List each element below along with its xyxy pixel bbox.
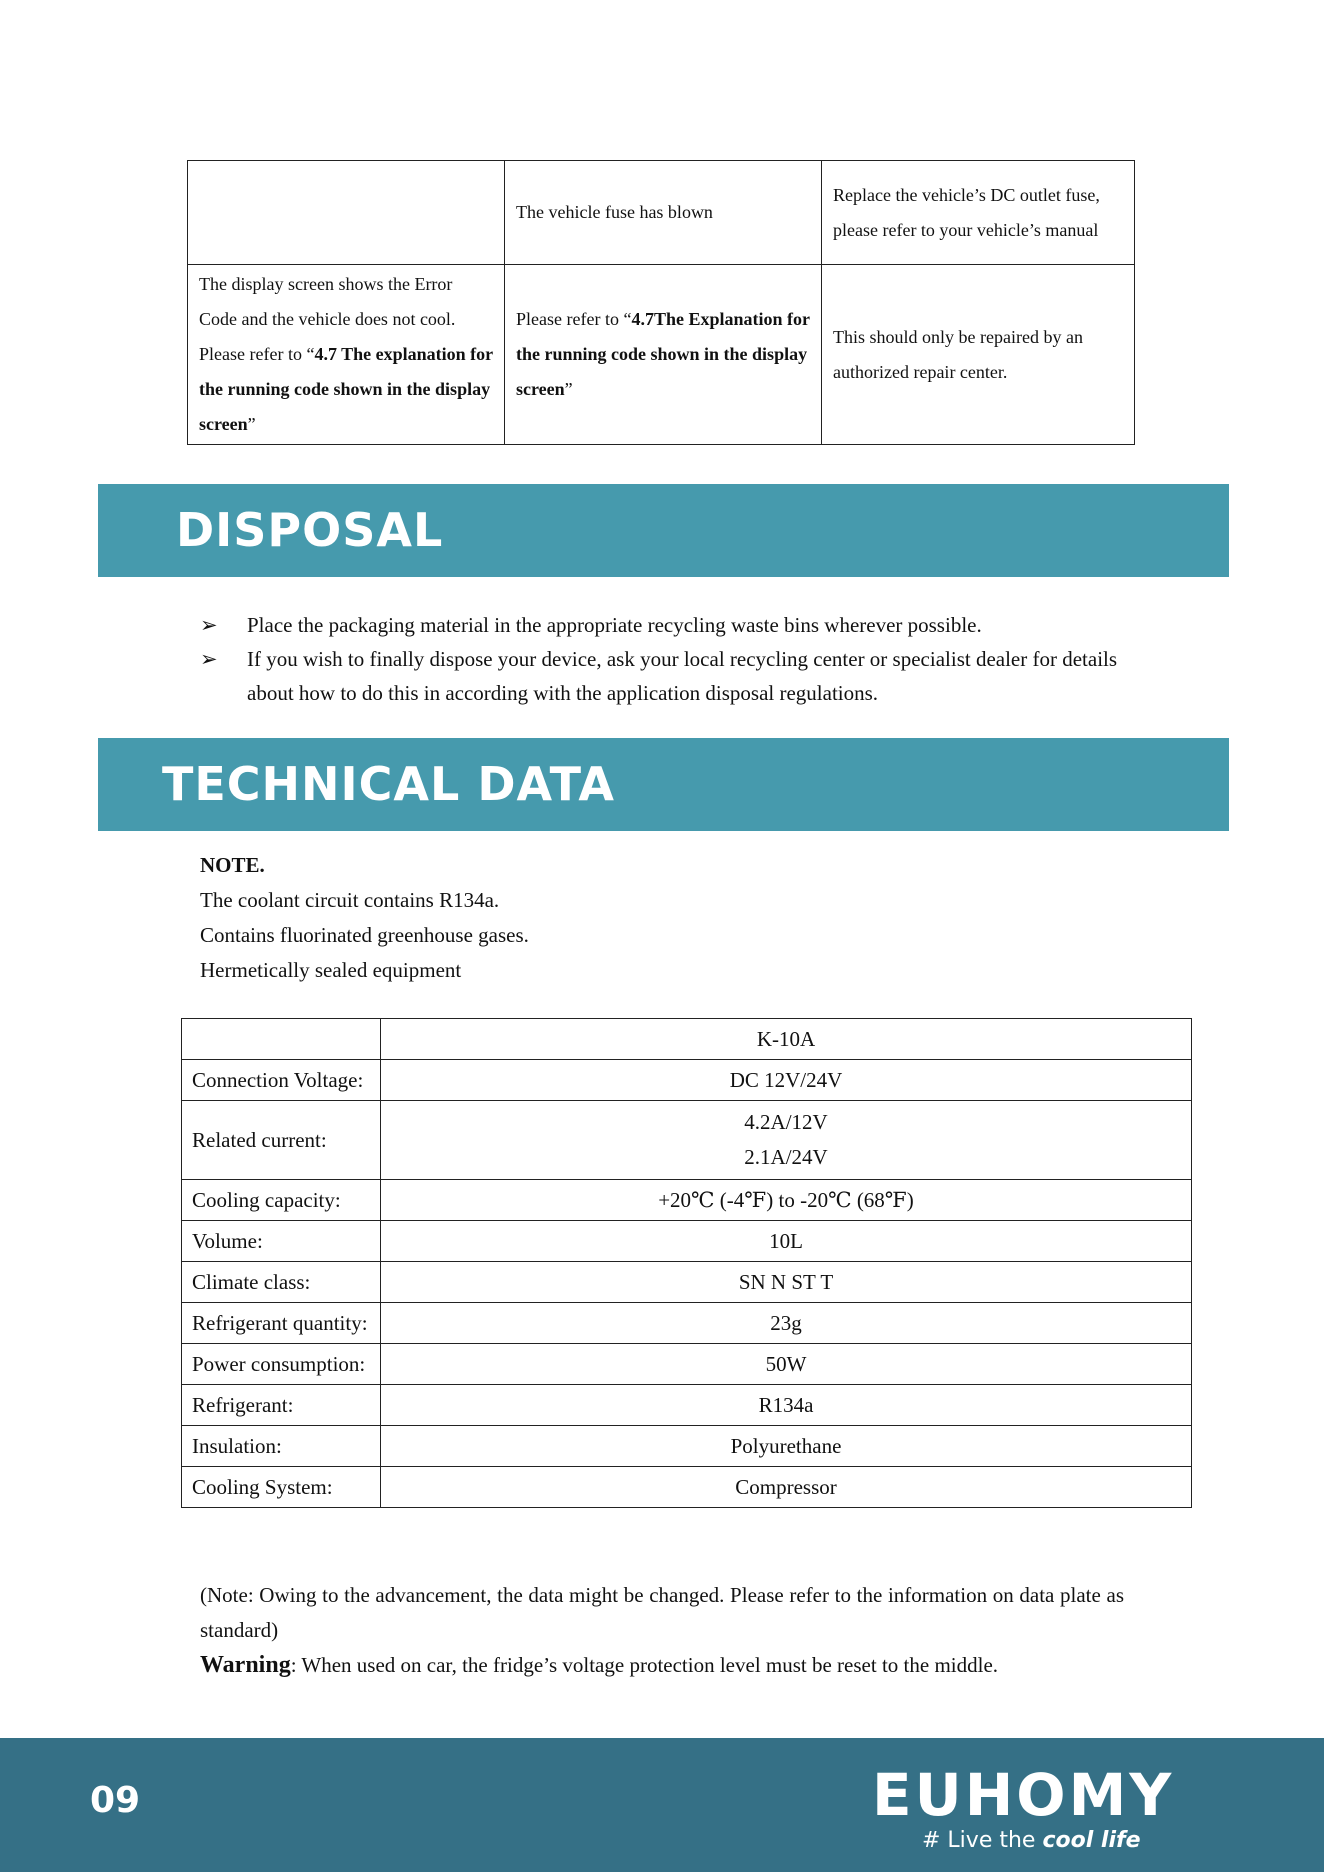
spec-value: 23g (381, 1303, 1192, 1344)
note-heading: NOTE. (200, 853, 265, 877)
data-change-note: (Note: Owing to the advancement, the data might be changed. Please refer to the information on data plate as standard) (200, 1583, 1124, 1642)
fault-cell (188, 161, 505, 265)
brand-tagline: # Live the cool life (922, 1828, 1141, 1853)
spec-label: Insulation: (182, 1426, 381, 1467)
spec-value-line: 4.2A/12V (744, 1110, 828, 1134)
spec-value: 50W (381, 1344, 1192, 1385)
note-line: Contains fluorinated greenhouse gases. (200, 923, 529, 947)
table-row (188, 265, 1135, 445)
table-row (182, 1303, 1192, 1344)
arrow-bullet-icon: ➢ (200, 647, 218, 671)
warning-body: : When used on car, the fridge’s voltage protection level must be reset to the middle. (290, 1653, 999, 1677)
table-row (182, 1180, 1192, 1221)
model-name: K-10A (381, 1019, 1192, 1060)
disposal-heading-banner (98, 484, 1229, 577)
warning-text (200, 1648, 998, 1683)
warning-label: Warning (200, 1652, 291, 1678)
table-row (188, 161, 1135, 265)
spec-label: Connection Voltage: (182, 1060, 381, 1101)
page-number: 09 (90, 1780, 141, 1821)
brand-wordmark: EUHOMY (872, 1761, 1175, 1829)
specification-table (181, 1018, 1192, 1508)
table-row (182, 1426, 1192, 1467)
technical-data-heading-banner (98, 738, 1229, 831)
list-item-text: Place the packaging material in the appropriate recycling waste bins wherever possible. (247, 613, 982, 637)
spec-label: Cooling capacity: (182, 1180, 381, 1221)
table-row (182, 1221, 1192, 1262)
fault-cell: The display screen shows the Error Code and the vehicle does not cool. Please refer to “4.7 The explanation for the running code shown in the display screen” (188, 265, 505, 445)
table-row (182, 1262, 1192, 1303)
solution-cell: This should only be repaired by an authorized repair center. (822, 265, 1135, 445)
spec-value: Polyurethane (381, 1426, 1192, 1467)
table-row (182, 1101, 1192, 1180)
spec-label: Refrigerant: (182, 1385, 381, 1426)
cause-cell: Please refer to “4.7The Explanation for the running code shown in the display screen” (505, 265, 822, 445)
technical-data-title: TECHNICAL DATA (162, 757, 615, 811)
table-row (182, 1344, 1192, 1385)
spec-value: 10L (381, 1221, 1192, 1262)
spec-label: Related current: (182, 1101, 381, 1180)
spec-label: Cooling System: (182, 1467, 381, 1508)
cause-cell: The vehicle fuse has blown (505, 161, 822, 265)
list-item (200, 642, 1160, 710)
table-row (182, 1467, 1192, 1508)
spec-label: Refrigerant quantity: (182, 1303, 381, 1344)
solution-cell: Replace the vehicle’s DC outlet fuse, please refer to your vehicle’s manual (822, 161, 1135, 265)
spec-label (182, 1019, 381, 1060)
table-row (182, 1019, 1192, 1060)
spec-label: Climate class: (182, 1262, 381, 1303)
table-row (182, 1385, 1192, 1426)
list-item-text: If you wish to finally dispose your device, ask your local recycling center or specialist dealer for details about how to do this in according with the application disposal regulations. (247, 647, 1118, 705)
spec-value: +20℃ (-4℉) to -20℃ (68℉) (381, 1180, 1192, 1221)
spec-value: Compressor (381, 1467, 1192, 1508)
table-row (182, 1060, 1192, 1101)
list-item (200, 608, 1160, 642)
note-block (200, 848, 529, 988)
spec-value (381, 1101, 1192, 1180)
spec-value-line: 2.1A/24V (744, 1145, 828, 1169)
spec-value: SN N ST T (381, 1262, 1192, 1303)
brand-logo (872, 1761, 1184, 1829)
note-line: The coolant circuit contains R134a. (200, 888, 500, 912)
spec-value: R134a (381, 1385, 1192, 1426)
page-footer (0, 1738, 1324, 1872)
note-line: Hermetically sealed equipment (200, 958, 462, 982)
spec-value: DC 12V/24V (381, 1060, 1192, 1101)
troubleshooting-table (187, 160, 1135, 445)
arrow-bullet-icon: ➢ (200, 613, 218, 637)
disposal-title: DISPOSAL (176, 503, 444, 557)
disposal-list (200, 608, 1160, 710)
spec-label: Power consumption: (182, 1344, 381, 1385)
spec-label: Volume: (182, 1221, 381, 1262)
